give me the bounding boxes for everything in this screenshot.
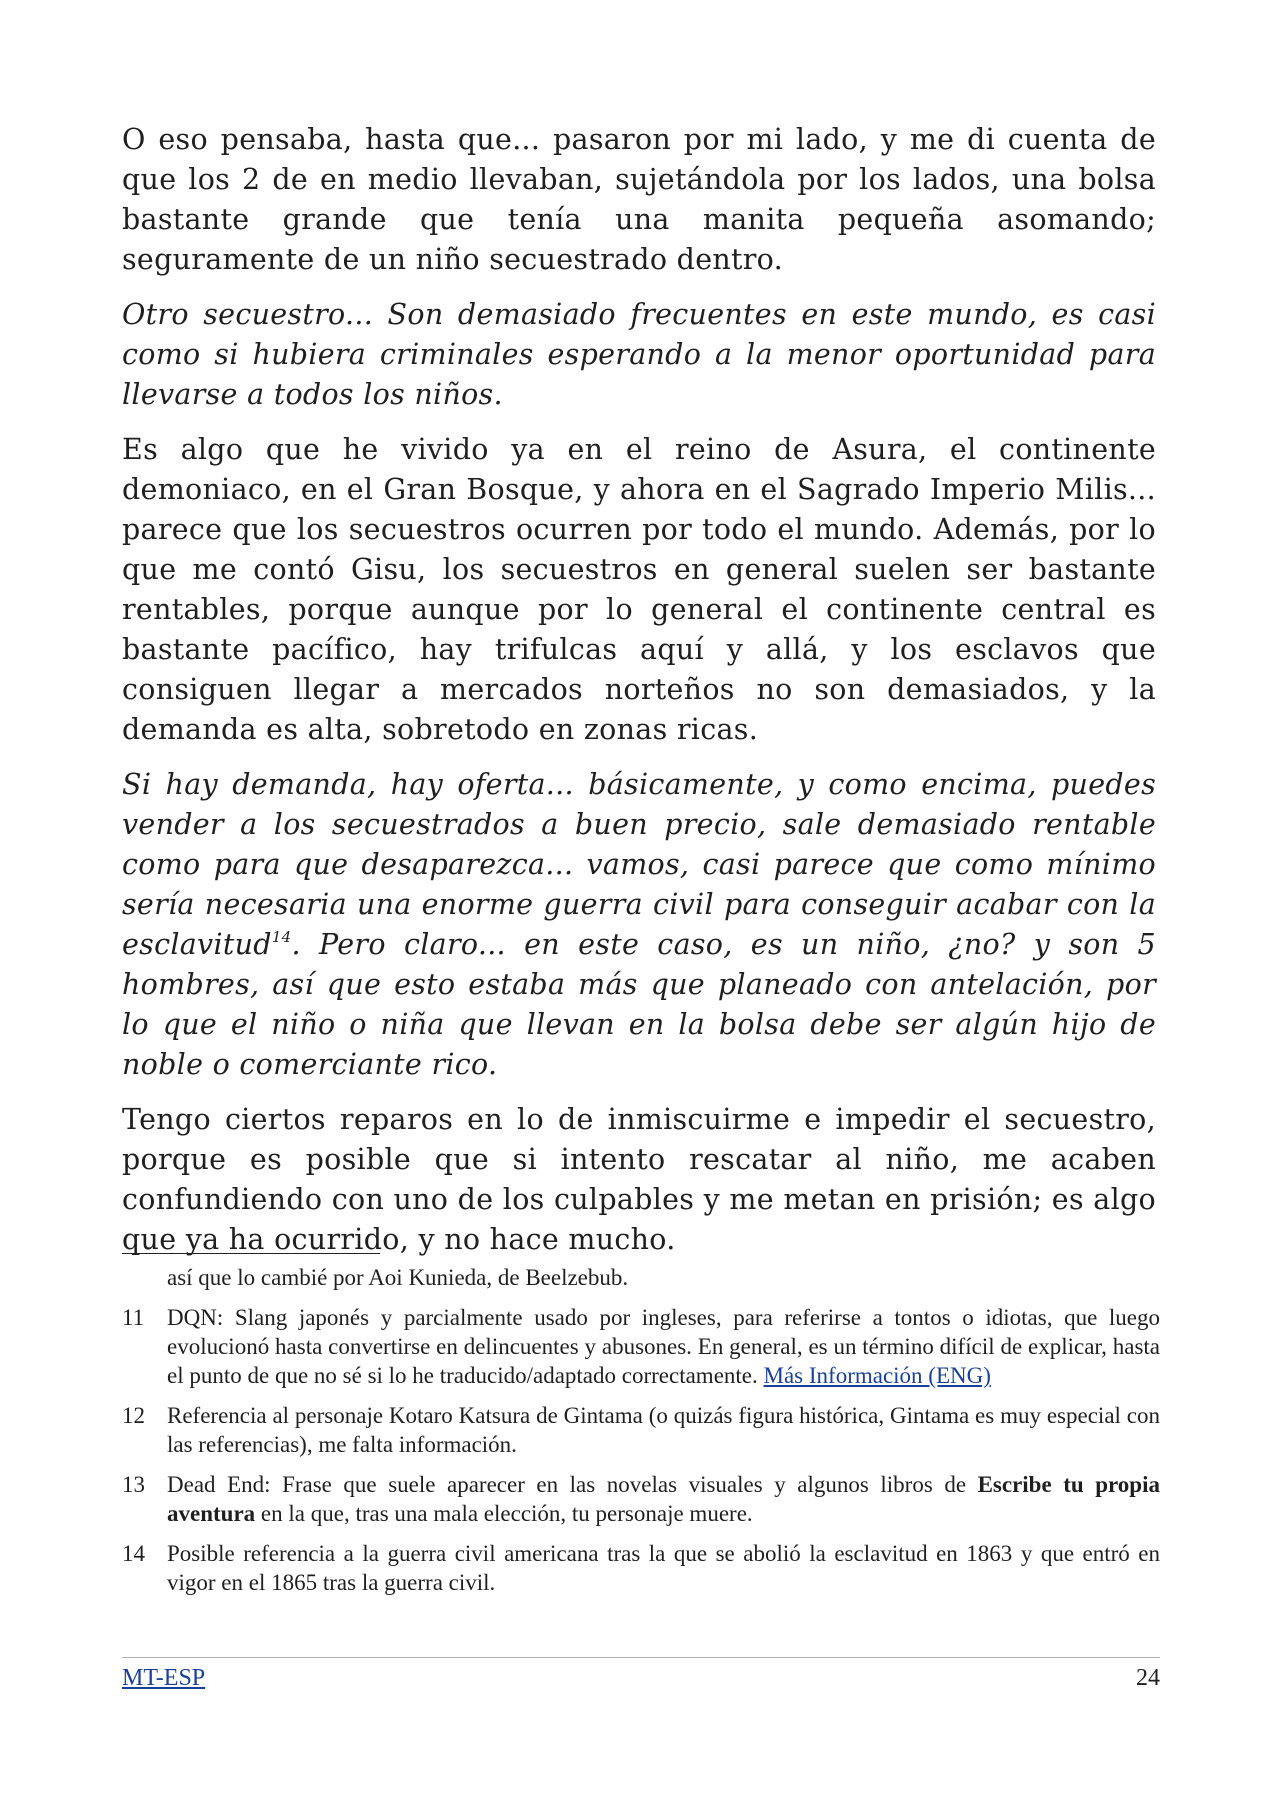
- footnote-reference-14[interactable]: 14: [271, 927, 292, 946]
- footnote-separator: [122, 1253, 380, 1254]
- footnote-13-text-before: Dead End: Frase que suele aparecer en las novelas visuales y algunos libros de: [167, 1472, 978, 1497]
- main-text: [122, 120, 1156, 1275]
- footnotes-section: [122, 1263, 1160, 1608]
- footnote-text: [167, 1303, 1160, 1390]
- footnote-number: 11: [122, 1305, 145, 1330]
- footnote-text: [167, 1470, 1160, 1528]
- page-number: 24: [1136, 1665, 1160, 1691]
- footnote-12-text: Referencia al personaje Kotaro Katsura de Gintama (o quizás figura histórica, Gintama es muy especial con las referencias), me falta información.: [167, 1403, 1160, 1457]
- footer-site-link[interactable]: MT-ESP: [122, 1665, 206, 1691]
- footnote-12: [122, 1401, 1160, 1459]
- paragraph-4-thought: [122, 765, 1156, 1085]
- footnote-continuation: así que lo cambié por Aoi Kunieda, de Beelzebub.: [167, 1265, 629, 1290]
- footnote-number: 12: [122, 1403, 145, 1428]
- footnote-13-text-after: en la que, tras una mala elección, tu personaje muere.: [255, 1501, 753, 1526]
- more-info-link[interactable]: Más Información (ENG): [763, 1363, 991, 1388]
- footnote-11-text: DQN: Slang japonés y parcialmente usado por ingleses, para referirse a tontos o idiotas, que luego evolucionó hasta convertirse en delincuentes y abusones. En general, es un término difícil de explicar, hasta el punto de que no sé si lo he traducido/adaptado correctamente.: [167, 1305, 1160, 1388]
- footnote-number: 14: [122, 1541, 145, 1566]
- footnote-14-text: Posible referencia a la guerra civil americana tras la que se abolió la esclavitud en 1863 y que entró en vigor en el 1865 tras la guerra civil.: [167, 1541, 1160, 1595]
- footnote-11: [122, 1303, 1160, 1390]
- paragraph-4-text-after: . Pero claro... en este caso, es un niño, ¿no? y son 5 hombres, así que esto estaba más que planeado con antelación, por lo que el niño o niña que llevan en la bolsa debe ser algún hijo de noble o comerciante rico.: [122, 928, 1156, 1081]
- paragraph-1: O eso pensaba, hasta que... pasaron por mi lado, y me di cuenta de que los 2 de en medio llevaban, sujetándola por los lados, una bolsa bastante grande que tenía una manita pequeña asomando; seguramente de un niño secuestrado dentro.: [122, 123, 1156, 276]
- paragraph-2-thought: Otro secuestro... Son demasiado frecuentes en este mundo, es casi como si hubiera criminales esperando a la menor oportunidad para llevarse a todos los niños.: [122, 298, 1156, 411]
- footnote-13-bold-title: Escribe tu propia aventura: [167, 1472, 1160, 1526]
- footnote-14: [122, 1539, 1160, 1597]
- page-footer: [122, 1657, 1160, 1691]
- footnote-number: 13: [122, 1472, 145, 1497]
- paragraph-4-text-before: Si hay demanda, hay oferta... básicamente, y como encima, puedes vender a los secuestrados a buen precio, sale demasiado rentable como para que desaparezca... vamos, casi parece que como mínimo sería necesaria una enorme guerra civil para conseguir acabar con la esclavitud: [122, 768, 1156, 961]
- paragraph-5: Tengo ciertos reparos en lo de inmiscuirme e impedir el secuestro, porque es posible que si intento rescatar al niño, me acaben confundiendo con uno de los culpables y me metan en prisión; es algo que ya ha ocurrido, y no hace mucho.: [122, 1103, 1156, 1256]
- footnote-13: [122, 1470, 1160, 1528]
- paragraph-3: Es algo que he vivido ya en el reino de Asura, el continente demoniaco, en el Gran Bosque, y ahora en el Sagrado Imperio Milis... parece que los secuestros ocurren por todo el mundo. Además, por lo que me contó Gisu, los secuestros en general suelen ser bastante rentables, porque aunque por lo general el continente central es bastante pacífico, hay trifulcas aquí y allá, y los esclavos que consiguen llegar a mercados norteños no son demasiados, y la demanda es alta, sobretodo en zonas ricas.: [122, 433, 1156, 746]
